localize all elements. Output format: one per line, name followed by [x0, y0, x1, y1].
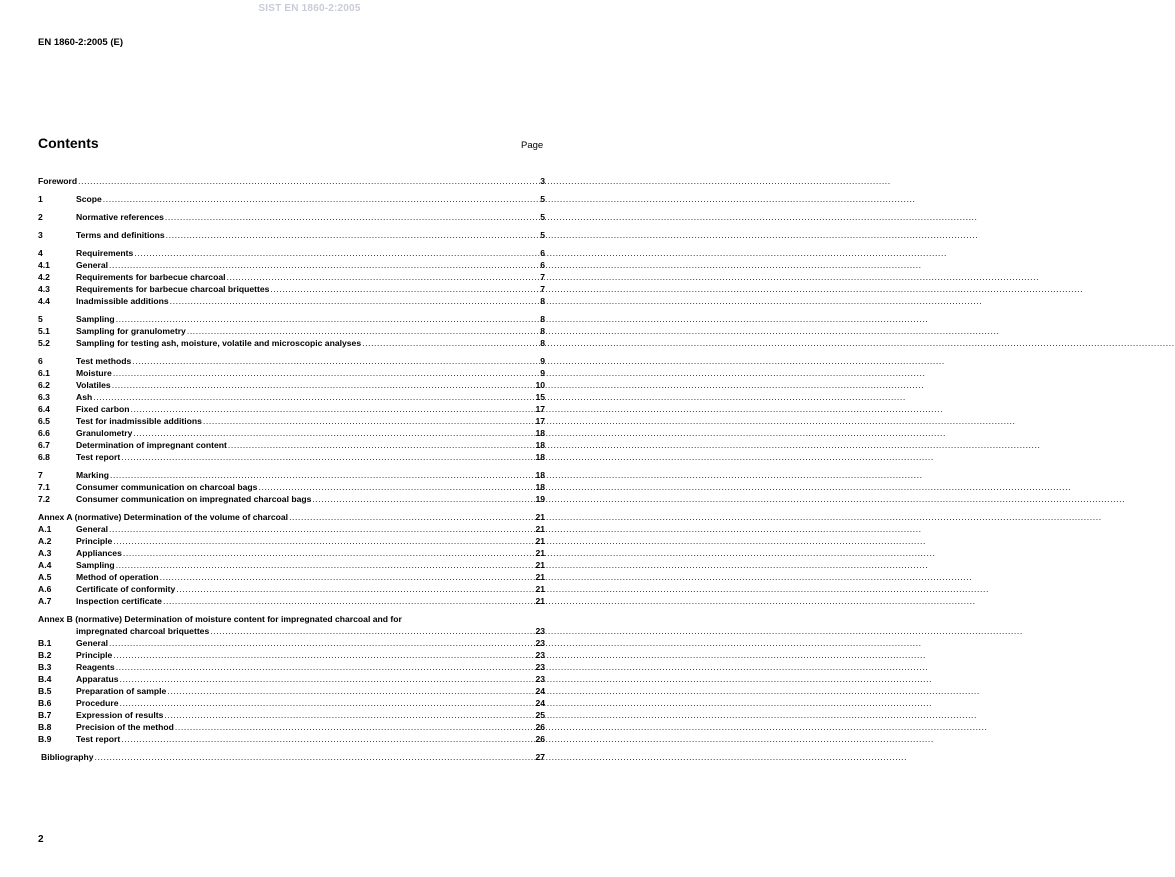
toc-entry-page: 17: [535, 416, 545, 426]
dot-leader: [95, 751, 535, 763]
toc-entry-page: 10: [535, 380, 545, 390]
toc-entry[interactable]: [38, 697, 545, 709]
toc-entry-number: B.7: [38, 710, 52, 720]
toc-entry[interactable]: [38, 661, 545, 673]
toc-entry-number: 5.2: [38, 338, 50, 348]
dot-leader: [116, 559, 535, 571]
dot-leader: [167, 685, 534, 697]
toc-entry-title: Sampling: [76, 314, 115, 324]
toc-entry-page: 21: [535, 560, 545, 570]
toc-entry-title: Inspection certificate: [76, 596, 162, 606]
table-of-contents: [38, 175, 545, 763]
toc-entry[interactable]: [38, 391, 545, 403]
toc-entry-title: Preparation of sample: [76, 686, 167, 696]
toc-entry[interactable]: [38, 325, 545, 337]
toc-entry-title: Foreword: [38, 176, 78, 186]
dot-leader: [78, 175, 539, 187]
toc-entry[interactable]: [38, 367, 545, 379]
toc-entry[interactable]: [38, 403, 545, 415]
toc-entry-page: 5: [540, 194, 545, 204]
toc-entry-page: 7: [540, 272, 545, 282]
toc-entry-number: A.1: [38, 524, 52, 534]
toc-entry-title: Procedure: [76, 698, 119, 708]
toc-entry[interactable]: [38, 337, 545, 349]
toc-entry-title: Test report: [76, 734, 121, 744]
toc-entry-foreword[interactable]: [38, 175, 545, 187]
dot-leader: [133, 427, 534, 439]
dot-leader: [362, 337, 539, 349]
toc-entry-page: 21: [535, 512, 545, 522]
toc-entry-page: 21: [535, 584, 545, 594]
toc-entry-page: 23: [535, 674, 545, 684]
toc-entry-title: Volatiles: [76, 380, 111, 390]
toc-entry-number: B.6: [38, 698, 52, 708]
toc-entry-number: 4.2: [38, 272, 50, 282]
toc-entry-page: 18: [535, 470, 545, 480]
dot-leader: [226, 271, 539, 283]
toc-entry-title: Method of operation: [76, 572, 159, 582]
toc-entry-page: 21: [535, 548, 545, 558]
toc-entry[interactable]: [38, 271, 545, 283]
toc-entry-title: Certificate of conformity: [76, 584, 176, 594]
toc-entry-number: 6.2: [38, 380, 50, 390]
toc-entry-title: Granulometry: [76, 428, 133, 438]
toc-entry[interactable]: [38, 637, 545, 649]
toc-entry-number: 6.4: [38, 404, 50, 414]
toc-entry-number: 4: [38, 248, 43, 258]
toc-entry-number: 6.7: [38, 440, 50, 450]
toc-entry-title: Appliances: [76, 548, 122, 558]
dot-leader: [120, 673, 535, 685]
toc-entry[interactable]: [38, 379, 545, 391]
toc-entry[interactable]: [38, 547, 545, 559]
toc-entry-page: 6: [540, 248, 545, 258]
dot-leader: [312, 493, 534, 505]
toc-entry-number: 2: [38, 212, 43, 222]
toc-entry-title: Annex A (normative) Determination of the volume of charcoal: [38, 512, 289, 522]
toc-entry[interactable]: [38, 355, 545, 367]
watermark: SIST EN 1860-2:2005: [258, 3, 361, 14]
toc-entry-title: Test methods: [76, 356, 132, 366]
dot-leader: [109, 637, 534, 649]
toc-entry-number: 6: [38, 356, 43, 366]
dot-leader: [93, 391, 534, 403]
dot-leader: [166, 229, 540, 241]
document-id: EN 1860-2:2005 (E): [38, 37, 124, 48]
dot-leader: [130, 403, 534, 415]
toc-entry-number: A.5: [38, 572, 52, 582]
dot-leader: [165, 211, 539, 223]
toc-entry-title: Requirements: [76, 248, 134, 258]
toc-entry-page: 5: [540, 212, 545, 222]
page-title: Contents: [38, 135, 99, 151]
toc-entry[interactable]: [38, 733, 545, 745]
toc-entry-number: B.8: [38, 722, 52, 732]
toc-entry-title: General: [76, 260, 109, 270]
toc-entry-page: 8: [540, 296, 545, 306]
dot-leader: [121, 451, 534, 463]
dot-leader: [176, 583, 534, 595]
toc-entry[interactable]: [38, 469, 545, 481]
toc-entry-page: 15: [535, 392, 545, 402]
toc-entry-number: B.3: [38, 662, 52, 672]
toc-entry-number: B.1: [38, 638, 52, 648]
toc-entry-page: 8: [540, 326, 545, 336]
toc-entry-title: Reagents: [76, 662, 115, 672]
toc-entry-title: Inadmissible additions: [76, 296, 169, 306]
toc-entry[interactable]: [38, 451, 545, 463]
toc-entry-annex-a[interactable]: [38, 511, 545, 523]
toc-entry-number: 7: [38, 470, 43, 480]
toc-entry-number: 5.1: [38, 326, 50, 336]
dot-leader: [210, 625, 534, 637]
toc-entry[interactable]: [38, 247, 545, 259]
toc-entry-page: 23: [535, 650, 545, 660]
dot-leader: [289, 511, 534, 523]
toc-entry[interactable]: [38, 583, 545, 595]
toc-entry-page: 17: [535, 404, 545, 414]
toc-entry-title: Moisture: [76, 368, 112, 378]
toc-entry[interactable]: [38, 229, 545, 241]
toc-entry-number: 6.8: [38, 452, 50, 462]
dot-leader: [110, 469, 534, 481]
toc-entry-page: 21: [535, 536, 545, 546]
toc-entry-number: 5: [38, 314, 43, 324]
toc-entry[interactable]: [38, 685, 545, 697]
toc-entry-page: 9: [540, 356, 545, 366]
dot-leader: [270, 283, 539, 295]
toc-entry-title: Bibliography: [41, 752, 94, 762]
toc-entry-number: A.3: [38, 548, 52, 558]
toc-entry-annex-b-title-line1[interactable]: Annex B (normative) Determination of moisture content for impregnated charcoal and for: [38, 614, 402, 624]
dot-leader: [258, 481, 534, 493]
dot-leader: [113, 367, 539, 379]
toc-entry-title: General: [76, 524, 109, 534]
dot-leader: [109, 523, 534, 535]
toc-entry-title: Expression of results: [76, 710, 164, 720]
toc-entry-number: 4.3: [38, 284, 50, 294]
toc-entry-number: B.5: [38, 686, 52, 696]
toc-entry-page: 18: [535, 482, 545, 492]
toc-entry-number: A.7: [38, 596, 52, 606]
toc-entry[interactable]: [38, 427, 545, 439]
toc-entry-page: 21: [535, 524, 545, 534]
toc-entry-page: 7: [540, 284, 545, 294]
toc-entry[interactable]: [38, 439, 545, 451]
page-column-label: Page: [521, 140, 544, 151]
toc-entry-title: impregnated charcoal briquettes: [76, 626, 210, 636]
toc-entry-number: 4.1: [38, 260, 50, 270]
toc-entry-number: 3: [38, 230, 43, 240]
toc-entry-page: 18: [535, 440, 545, 450]
dot-leader: [113, 649, 534, 661]
toc-entry[interactable]: [38, 523, 545, 535]
toc-entry[interactable]: [38, 535, 545, 547]
dot-leader: [123, 547, 535, 559]
toc-entry-page: 6: [540, 260, 545, 270]
toc-entry-title: Precision of the method: [76, 722, 174, 732]
toc-entry-number: 6.3: [38, 392, 50, 402]
toc-entry-title: Terms and definitions: [76, 230, 165, 240]
toc-entry-title: Sampling for testing ash, moisture, volatile and microscopic analyses: [76, 338, 362, 348]
toc-entry-title: Apparatus: [76, 674, 119, 684]
toc-entry-number: A.6: [38, 584, 52, 594]
toc-entry[interactable]: [38, 709, 545, 721]
dot-leader: [116, 313, 540, 325]
toc-entry-title: Test report: [76, 452, 121, 462]
dot-leader: [132, 355, 539, 367]
toc-entry-page: 27: [535, 752, 545, 762]
toc-entry-number: A.4: [38, 560, 52, 570]
toc-entry-title: General: [76, 638, 109, 648]
toc-entry-page: 8: [540, 338, 545, 348]
toc-entry-number: 6.5: [38, 416, 50, 426]
toc-entry-page: 23: [535, 626, 545, 636]
toc-entry[interactable]: [38, 283, 545, 295]
dot-leader: [160, 571, 535, 583]
toc-entry[interactable]: [38, 493, 545, 505]
toc-entry[interactable]: [38, 559, 545, 571]
toc-entry[interactable]: [38, 259, 545, 271]
toc-entry-page: 3: [540, 176, 545, 186]
toc-entry-number: B.2: [38, 650, 52, 660]
toc-entry-title: Consumer communication on impregnated charcoal bags: [76, 494, 312, 504]
toc-entry-title: Sampling: [76, 560, 115, 570]
dot-leader: [175, 721, 535, 733]
dot-leader: [170, 295, 540, 307]
toc-entry-number: 1: [38, 194, 43, 204]
dot-leader: [228, 439, 535, 451]
dot-leader: [109, 259, 539, 271]
dot-leader: [112, 379, 535, 391]
toc-entry-page: 19: [535, 494, 545, 504]
dot-leader: [116, 661, 535, 673]
toc-entry[interactable]: [38, 595, 545, 607]
toc-entry-title: Normative references: [76, 212, 164, 222]
toc-entry-title: Sampling for granulometry: [76, 326, 186, 336]
dot-leader: [164, 709, 534, 721]
toc-entry-number: 6.1: [38, 368, 50, 378]
toc-entry[interactable]: [38, 721, 545, 733]
toc-entry-page: 24: [535, 686, 545, 696]
toc-entry-number: A.2: [38, 536, 52, 546]
toc-entry-number: 7.1: [38, 482, 50, 492]
toc-entry[interactable]: [38, 193, 545, 205]
toc-entry-page: 25: [535, 710, 545, 720]
toc-entry-title: Determination of impregnant content: [76, 440, 227, 450]
toc-entry-page: 5: [540, 230, 545, 240]
toc-entry-page: 21: [535, 596, 545, 606]
dot-leader: [163, 595, 534, 607]
toc-entry-title: Fixed carbon: [76, 404, 130, 414]
toc-entry-page: 26: [535, 722, 545, 732]
toc-entry-title: Requirements for barbecue charcoal: [76, 272, 226, 282]
toc-entry-number: B.9: [38, 734, 52, 744]
dot-leader: [187, 325, 539, 337]
toc-entry-number: 4.4: [38, 296, 50, 306]
toc-entry-page: 26: [535, 734, 545, 744]
toc-entry-title: Marking: [76, 470, 109, 480]
toc-entry-page: 24: [535, 698, 545, 708]
dot-leader: [113, 535, 534, 547]
toc-entry-page: 18: [535, 452, 545, 462]
toc-entry-bibliography[interactable]: [38, 751, 545, 763]
toc-entry[interactable]: [38, 415, 545, 427]
toc-entry-title: Consumer communication on charcoal bags: [76, 482, 258, 492]
toc-entry-page: 9: [540, 368, 545, 378]
toc-entry[interactable]: [38, 313, 545, 325]
toc-entry-title: Scope: [76, 194, 102, 204]
dot-leader: [121, 733, 534, 745]
toc-entry-annex-b[interactable]: [38, 625, 545, 637]
dot-leader: [134, 247, 539, 259]
toc-entry-page: 21: [535, 572, 545, 582]
toc-entry[interactable]: [38, 295, 545, 307]
toc-entry-title: Requirements for barbecue charcoal briquettes: [76, 284, 270, 294]
toc-entry[interactable]: [38, 481, 545, 493]
toc-entry-title: Ash: [76, 392, 93, 402]
toc-entry-page: 23: [535, 638, 545, 648]
toc-entry[interactable]: [38, 673, 545, 685]
toc-entry-number: 7.2: [38, 494, 50, 504]
toc-entry-title: Principle: [76, 650, 113, 660]
toc-entry[interactable]: [38, 571, 545, 583]
dot-leader: [103, 193, 539, 205]
toc-entry-page: 18: [535, 428, 545, 438]
toc-entry-title: Test for inadmissible additions: [76, 416, 202, 426]
toc-entry-number: 6.6: [38, 428, 50, 438]
toc-entry[interactable]: [38, 649, 545, 661]
page-number: 2: [38, 834, 44, 845]
toc-entry-page: 8: [540, 314, 545, 324]
toc-entry[interactable]: [38, 211, 545, 223]
toc-entry-number: B.4: [38, 674, 52, 684]
dot-leader: [203, 415, 535, 427]
toc-entry-title: Principle: [76, 536, 113, 546]
toc-entry-page: 23: [535, 662, 545, 672]
dot-leader: [120, 697, 535, 709]
